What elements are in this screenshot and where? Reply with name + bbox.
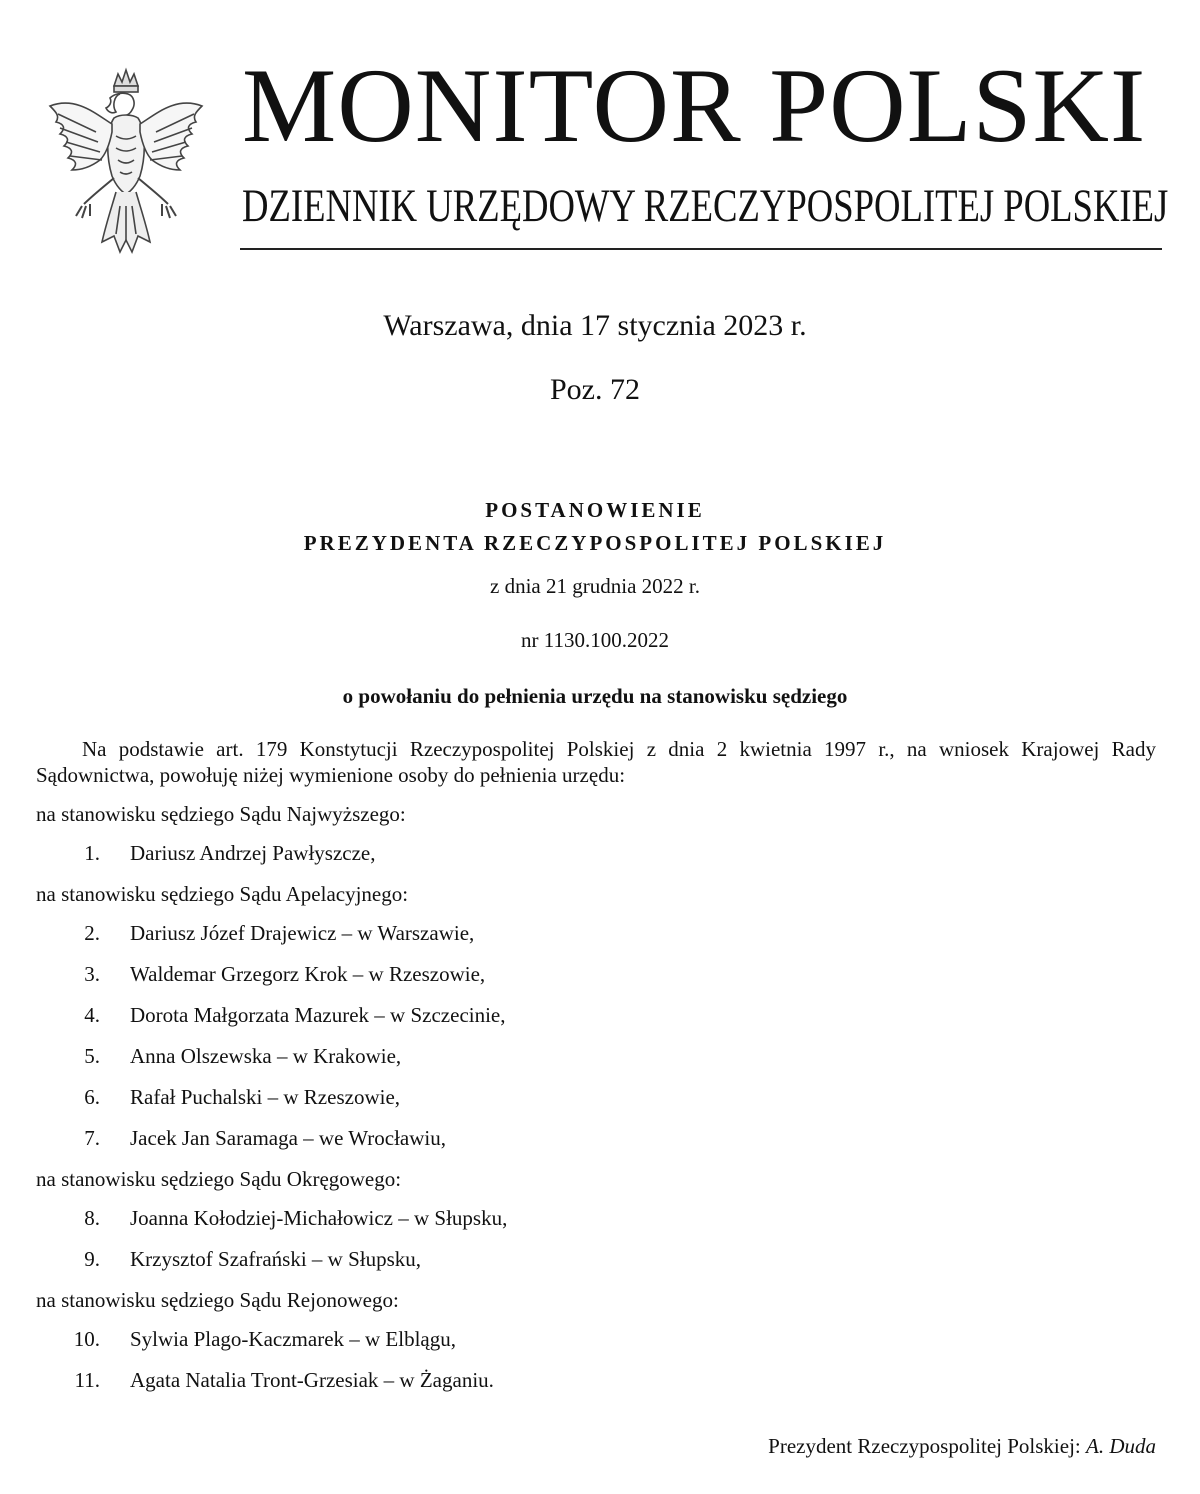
appointee-item	[36, 1122, 1156, 1163]
appointee-item	[36, 1081, 1156, 1122]
appointee-item	[36, 1243, 1156, 1284]
appointee-item	[36, 1323, 1156, 1364]
appointee-number: 10.	[73, 1327, 100, 1351]
court-header-regional: na stanowisku sędziego Sądu Okręgowego:	[36, 1167, 402, 1191]
signature-name: A. Duda	[1086, 1434, 1156, 1458]
appointee-number: 2.	[84, 921, 100, 945]
appointee-number: 9.	[84, 1247, 100, 1271]
appointments-list	[36, 798, 1156, 1405]
appointee-item	[36, 917, 1156, 958]
signature-role: Prezydent Rzeczypospolitej Polskiej:	[768, 1434, 1086, 1458]
appointee-number: 8.	[84, 1206, 100, 1230]
publication-position: Poz. 72	[550, 373, 640, 406]
act-number: nr 1130.100.2022	[521, 628, 669, 652]
appointee-item	[36, 1202, 1156, 1243]
act-authority: PREZYDENTA RZECZYPOSPOLITEJ POLSKIEJ	[303, 531, 887, 555]
appointee-item	[36, 1040, 1156, 1081]
appointee-item	[36, 999, 1156, 1040]
court-header-appeal: na stanowisku sędziego Sądu Apelacyjnego:	[36, 882, 409, 906]
court-header-supreme: na stanowisku sędziego Sądu Najwyższego:	[36, 802, 406, 826]
appointee-text: Sylwia Plago-Kaczmarek – w Elblągu,	[130, 1327, 456, 1351]
appointee-text: Dariusz Andrzej Pawłyszcze,	[130, 841, 376, 865]
act-intro-paragraph: Na podstawie art. 179 Konstytucji Rzeczypospolitej Polskiej z dnia 2 kwietnia 1997 r., na wniosek Krajowej Rady Sądownictwa, powołuję niżej wymienione osoby do pełnienia urzędu:	[36, 737, 1156, 787]
act-type: POSTANOWIENIE	[485, 498, 705, 522]
act-date: z dnia 21 grudnia 2022 r.	[490, 574, 700, 598]
appointee-number: 4.	[84, 1003, 100, 1027]
appointee-text: Waldemar Grzegorz Krok – w Rzeszowie,	[130, 962, 486, 986]
appointee-number: 3.	[84, 962, 100, 986]
appointee-number: 6.	[84, 1085, 100, 1109]
appointee-text: Anna Olszewska – w Krakowie,	[130, 1044, 402, 1068]
appointee-text: Joanna Kołodziej-Michałowicz – w Słupsku,	[130, 1206, 508, 1230]
publication-dateline: Warszawa, dnia 17 stycznia 2023 r.	[383, 309, 807, 342]
appointee-number: 11.	[74, 1368, 100, 1392]
court-header-district: na stanowisku sędziego Sądu Rejonowego:	[36, 1288, 399, 1312]
appointee-text: Krzysztof Szafrański – w Słupsku,	[130, 1247, 422, 1271]
appointee-item	[36, 958, 1156, 999]
appointee-text: Dariusz Józef Drajewicz – w Warszawie,	[130, 921, 475, 945]
white-eagle-emblem-icon	[36, 66, 216, 260]
appointee-number: 5.	[84, 1044, 100, 1068]
appointee-text: Agata Natalia Tront-Grzesiak – w Żaganiu.	[130, 1368, 494, 1392]
appointee-item	[36, 1364, 1156, 1405]
appointee-item	[36, 837, 1156, 878]
appointee-text: Dorota Małgorzata Mazurek – w Szczecinie,	[130, 1003, 506, 1027]
masthead-title: MONITOR POLSKI	[242, 47, 1147, 164]
masthead-subtitle: DZIENNIK URZĘDOWY RZECZYPOSPOLITEJ POLSKIEJ	[242, 180, 1169, 232]
appointee-number: 1.	[84, 841, 100, 865]
act-subject: o powołaniu do pełnienia urzędu na stanowisku sędziego	[342, 684, 848, 708]
appointee-text: Jacek Jan Saramaga – we Wrocławiu,	[130, 1126, 446, 1150]
appointee-number: 7.	[84, 1126, 100, 1150]
masthead-divider	[240, 248, 1162, 250]
signature-line	[768, 1432, 1156, 1460]
appointee-text: Rafał Puchalski – w Rzeszowie,	[130, 1085, 401, 1109]
